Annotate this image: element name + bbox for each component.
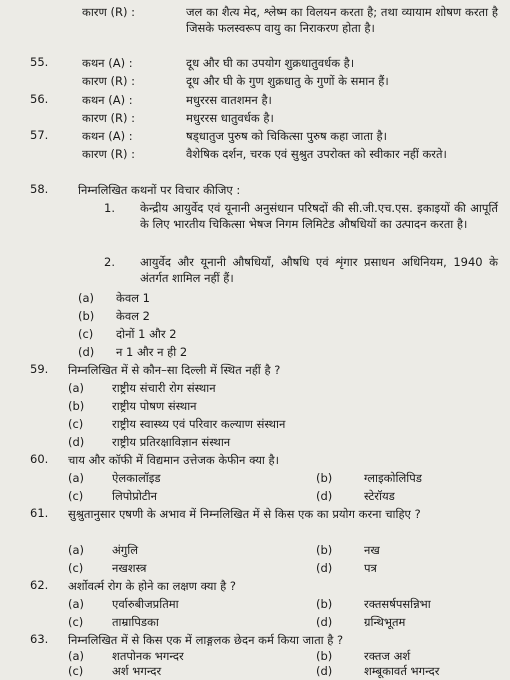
q60-option-d-label: (d) xyxy=(316,489,333,503)
q59-option-a: राष्ट्रीय संचारी रोग संस्थान xyxy=(112,381,216,395)
q59-option-d: राष्ट्रीय प्रतिरक्षाविज्ञान संस्थान xyxy=(112,435,231,449)
q61-question: सुश्रुतानुसार एषणी के अभाव में निम्नलिखित में से किस एक का प्रयोग करना चाहिए ? xyxy=(68,507,421,521)
q60-option-a-label: (a) xyxy=(68,471,85,485)
q61-option-a: अंगुलि xyxy=(112,543,139,557)
q61-option-c-label: (c) xyxy=(68,561,84,575)
q63-question: निम्नलिखित में से किस एक में लाङ्गलक छेदन कर्म किया जाता है ? xyxy=(68,633,344,647)
q63-option-b-label: (b) xyxy=(316,649,333,663)
q60-option-c: लिपोप्रोटीन xyxy=(112,489,157,503)
q61-number: 61. xyxy=(30,506,49,520)
q62-question: अर्शोवर्त्म रोग के होने का लक्षण क्या है ? xyxy=(68,579,236,593)
q63-option-d: शम्बूकावर्त भगन्दर xyxy=(364,664,440,678)
q58-option-c-label: (c) xyxy=(78,327,94,341)
q63-number: 63. xyxy=(30,632,49,646)
q58-option-a-label: (a) xyxy=(78,291,95,305)
q61-option-a-label: (a) xyxy=(68,543,85,557)
q63-option-b: रक्तज अर्श xyxy=(364,649,411,663)
q61-option-c: नखशस्त्र xyxy=(112,561,147,575)
q60-option-b: ग्लाइकोलिपिड xyxy=(364,471,422,485)
q58-statement-1: केन्द्रीय आयुर्वेद एवं यूनानी अनुसंधान परिषदों की सी.जी.एच.एस. इकाइयों की आपूर्ति के लिए भारतीय चिकित्सा भेषज निगम लिमिटेड औषधियों का उत्पादन करता है। xyxy=(140,201,498,231)
q62-number: 62. xyxy=(30,578,49,592)
q55-assertion-text: दूध और घी का उपयोग शुक्रधातुवर्धक है। xyxy=(186,56,355,70)
q54-reason-text: जल का शैत्य मेद, श्लेष्म का विलयन करता है; तथा व्यायाम शोषण करता है जिसके फलस्वरूप वायु का निराकरण होता है। xyxy=(186,5,498,35)
q59-option-c: राष्ट्रीय स्वास्थ्य एवं परिवार कल्याण संस्थान xyxy=(112,417,286,431)
q61-option-b: नख xyxy=(364,543,380,557)
q57-assertion-text: षड्धातुज पुरुष को चिकित्सा पुरुष कहा जाता है। xyxy=(186,129,388,143)
q62-option-a: एर्वारुबीजप्रतिमा xyxy=(112,597,179,611)
q56-number: 56. xyxy=(30,92,49,106)
q62-option-d: ग्रन्थिभूतम xyxy=(364,615,406,629)
q61-option-d-label: (d) xyxy=(316,561,333,575)
q62-option-c: ताम्रापिडका xyxy=(112,615,159,629)
q58-question: निम्नलिखित कथनों पर विचार कीजिए : xyxy=(78,183,241,197)
q57-reason-label: कारण (R) : xyxy=(82,147,135,161)
q58-option-c: दोनों 1 और 2 xyxy=(116,327,177,341)
q58-option-b: केवल 2 xyxy=(116,309,150,323)
q60-option-a: ऐलकालॉइड xyxy=(112,471,161,485)
q60-option-b-label: (b) xyxy=(316,471,333,485)
q59-option-b: राष्ट्रीय पोषण संस्थान xyxy=(112,399,197,413)
q59-option-c-label: (c) xyxy=(68,417,84,431)
q59-option-d-label: (d) xyxy=(68,435,85,449)
q58-statement-1-number: 1. xyxy=(104,201,115,215)
q56-assertion-label: कथन (A) : xyxy=(82,93,133,107)
q61-option-d: पत्र xyxy=(364,561,377,575)
q60-option-d: स्टेरॉयड xyxy=(364,489,395,503)
q59-option-a-label: (a) xyxy=(68,381,85,395)
q55-reason-text: दूध और घी के गुण शुक्रधातु के गुणों के समान हैं। xyxy=(186,74,389,88)
q58-option-d-label: (d) xyxy=(78,345,95,359)
q54-reason-label: कारण (R) : xyxy=(82,5,135,19)
q56-reason-text: मधुररस धातुवर्धक है। xyxy=(186,111,274,125)
q59-question: निम्नलिखित में से कौन–सा दिल्ली में स्थित नहीं है ? xyxy=(68,363,281,377)
q58-option-d: न 1 और न ही 2 xyxy=(116,345,188,359)
q59-option-b-label: (b) xyxy=(68,399,85,413)
q63-option-c: अर्श भगन्दर xyxy=(112,664,162,678)
q62-option-b-label: (b) xyxy=(316,597,333,611)
q56-reason-label: कारण (R) : xyxy=(82,111,135,125)
q62-option-b: रक्तसर्षपसन्निभा xyxy=(364,597,431,611)
q55-number: 55. xyxy=(30,55,49,69)
q63-option-a-label: (a) xyxy=(68,649,85,663)
q57-reason-text: वैशेषिक दर्शन, चरक एवं सुश्रुत उपरोक्त को स्वीकार नहीं करते। xyxy=(186,147,447,161)
q60-number: 60. xyxy=(30,452,49,466)
q58-number: 58. xyxy=(30,182,49,196)
q56-assertion-text: मधुररस वातशमन है। xyxy=(186,93,272,107)
q63-option-d-label: (d) xyxy=(316,664,333,678)
q63-option-c-label: (c) xyxy=(68,664,84,678)
q57-number: 57. xyxy=(30,128,49,142)
q57-assertion-label: कथन (A) : xyxy=(82,129,133,143)
q61-option-b-label: (b) xyxy=(316,543,333,557)
q58-option-a: केवल 1 xyxy=(116,291,150,305)
q55-reason-label: कारण (R) : xyxy=(82,74,135,88)
q62-option-a-label: (a) xyxy=(68,597,85,611)
q58-statement-2: आयुर्वेद और यूनानी औषधियाँ, औषधि एवं शृंगार प्रसाधन अधिनियम, 1940 के अंतर्गत शामिल नहीं हैं। xyxy=(140,255,498,285)
q60-question: चाय और कॉफी में विद्यमान उत्तेजक केफीन क्या है। xyxy=(68,453,279,467)
q58-option-b-label: (b) xyxy=(78,309,95,323)
q59-number: 59. xyxy=(30,362,49,376)
q55-assertion-label: कथन (A) : xyxy=(82,56,133,70)
q60-option-c-label: (c) xyxy=(68,489,84,503)
q62-option-d-label: (d) xyxy=(316,615,333,629)
q63-option-a: शतपोनक भगन्दर xyxy=(112,649,184,663)
q62-option-c-label: (c) xyxy=(68,615,84,629)
q58-statement-2-number: 2. xyxy=(104,255,115,269)
